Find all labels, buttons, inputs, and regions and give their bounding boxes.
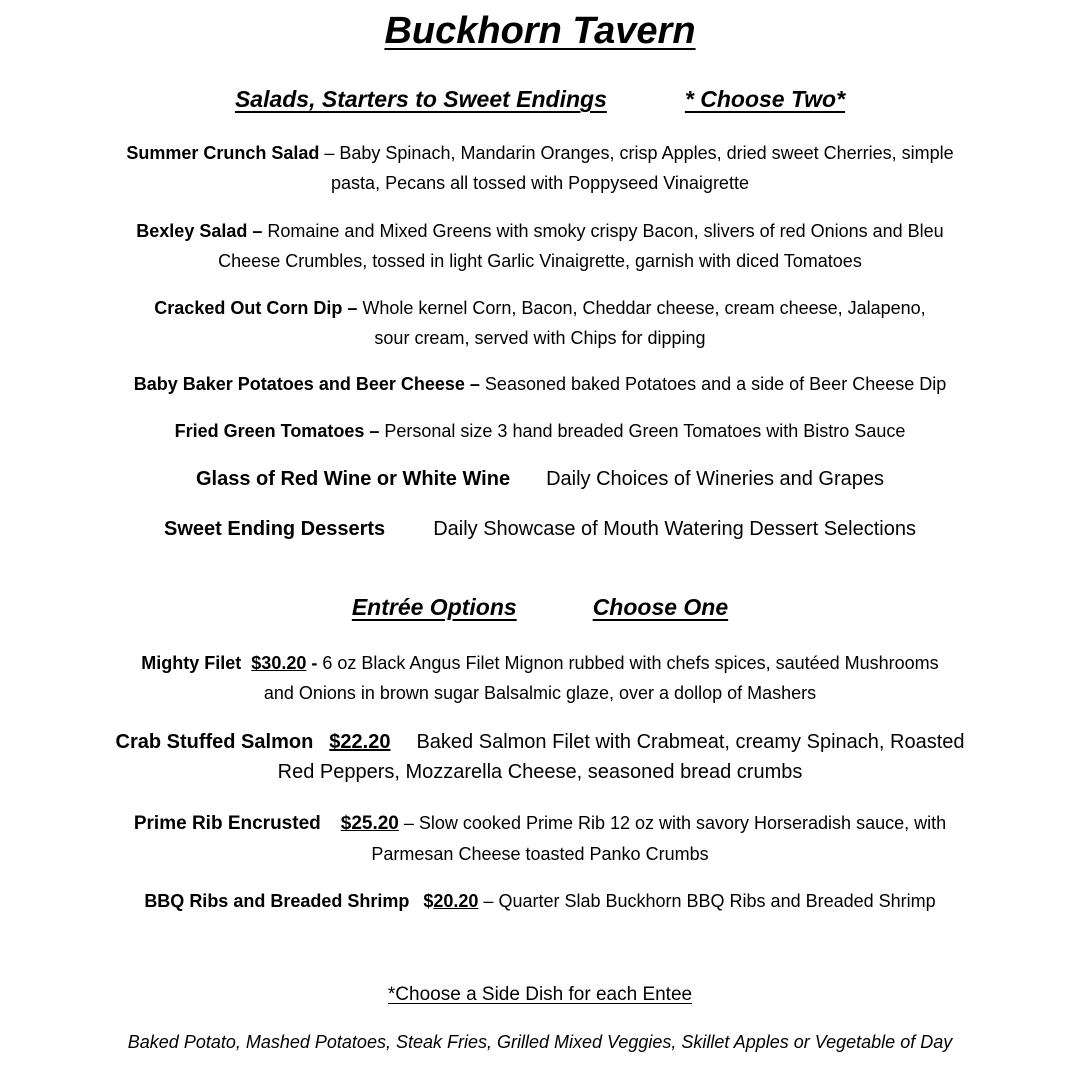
item-description-cont: and Onions in brown sugar Balsalmic glaze, over a dollop of Mashers [263,683,817,703]
menu-item-fried-green-tomatoes [0,416,1080,446]
menu-item-bbq-ribs: BBQ Ribs and Breaded Shrimp $20.20 – Quarter Slab Buckhorn BBQ Ribs and Breaded Shrimp [144,891,936,911]
item-description-cont: Parmesan Cheese toasted Panko Crumbs [371,844,709,864]
item-description: Quarter Slab Buckhorn BBQ Ribs and Breaded Shrimp [498,891,936,911]
starters-heading [0,86,1080,113]
item-price: 20.20 [433,891,479,911]
item-name: Baby Baker Potatoes and Beer Cheese – [133,374,480,394]
menu-item-baby-baker-potatoes [0,369,1080,399]
item-name: Summer Crunch Salad [126,143,320,163]
item-name: Crab Stuffed Salmon [115,731,314,753]
menu-title: Buckhorn Tavern [384,10,696,52]
item-description-cont: Red Peppers, Mozzarella Cheese, seasoned bread crumbs [277,761,803,783]
item-name: Sweet Ending Desserts [164,518,386,540]
menu-item-wine [0,464,1080,494]
side-dish-list: Baked Potato, Mashed Potatoes, Steak Fries, Grilled Mixed Veggies, Skillet Apples or Vegetable of Day [127,1032,953,1052]
item-description-cont: pasta, Pecans all tossed with Poppyseed Vinaigrette [331,173,749,193]
item-description: Romaine and Mixed Greens with smoky crispy Bacon, slivers of red Onions and Bleu [267,221,944,241]
item-name: Prime Rib Encrusted [133,813,321,834]
item-name: Cracked Out Corn Dip – [154,298,358,318]
item-description: 6 oz Black Angus Filet Mignon rubbed with chefs spices, sautéed Mushrooms [322,653,939,673]
menu-item-corn-dip [0,293,1080,353]
menu-item-bexley-salad [0,216,1080,276]
item-description: Daily Choices of Wineries and Grapes [546,468,885,490]
menu-item-prime-rib: Prime Rib Encrusted $25.20 – Slow cooked Prime Rib 12 oz with savory Horseradish sauce, with Parmesan Cheese toasted Panko Crumbs [133,813,947,864]
item-name: Mighty Filet [141,653,242,673]
item-description-cont: sour cream, served with Chips for dipping [374,328,706,348]
entrees-heading [0,594,1080,621]
item-name: Fried Green Tomatoes – [174,421,380,441]
item-name: Bexley Salad – [136,221,263,241]
menu-item-crab-stuffed-salmon [0,727,1080,787]
item-description: Whole kernel Corn, Bacon, Cheddar cheese, cream cheese, Jalapeno, [362,298,926,318]
item-description-cont: Cheese Crumbles, tossed in light Garlic Vinaigrette, garnish with diced Tomatoes [218,251,862,271]
item-price: $30.20 [251,653,307,673]
item-price: $25.20 [340,813,399,834]
starters-choose-text: * Choose Two* [684,86,846,112]
item-description: Seasoned baked Potatoes and a side of Beer Cheese Dip [484,374,947,394]
entrees-choose-text: Choose One [592,594,729,620]
entrees-heading-text: Entrée Options [351,594,517,620]
starters-heading-text: Salads, Starters to Sweet Endings [234,86,607,112]
item-name: BBQ Ribs and Breaded Shrimp [144,891,410,911]
menu-item-desserts [0,514,1080,544]
item-price: $22.20 [329,731,391,753]
menu-item-summer-crunch-salad: Summer Crunch Salad – Baby Spinach, Mandarin Oranges, crisp Apples, dried sweet Cherries, simple pasta, Pecans all tossed with Poppyseed Vinaigrette [126,143,954,193]
item-description: Baby Spinach, Mandarin Oranges, crisp Apples, dried sweet Cherries, simple [339,143,954,163]
item-description: Daily Showcase of Mouth Watering Dessert Selections [433,518,916,540]
side-dish-note: *Choose a Side Dish for each Entee [387,984,693,1005]
item-description: Slow cooked Prime Rib 12 oz with savory Horseradish sauce, with [418,813,947,833]
item-name: Glass of Red Wine or White Wine [195,468,511,490]
item-description: Baked Salmon Filet with Crabmeat, creamy Spinach, Roasted [416,731,965,753]
item-description: Personal size 3 hand breaded Green Tomatoes with Bistro Sauce [384,421,906,441]
menu-item-mighty-filet: Mighty Filet $30.20 - 6 oz Black Angus Filet Mignon rubbed with chefs spices, sautéed Mushrooms and Onions in brown sugar Balsalmic glaze, over a dollop of Mashers [141,653,939,703]
